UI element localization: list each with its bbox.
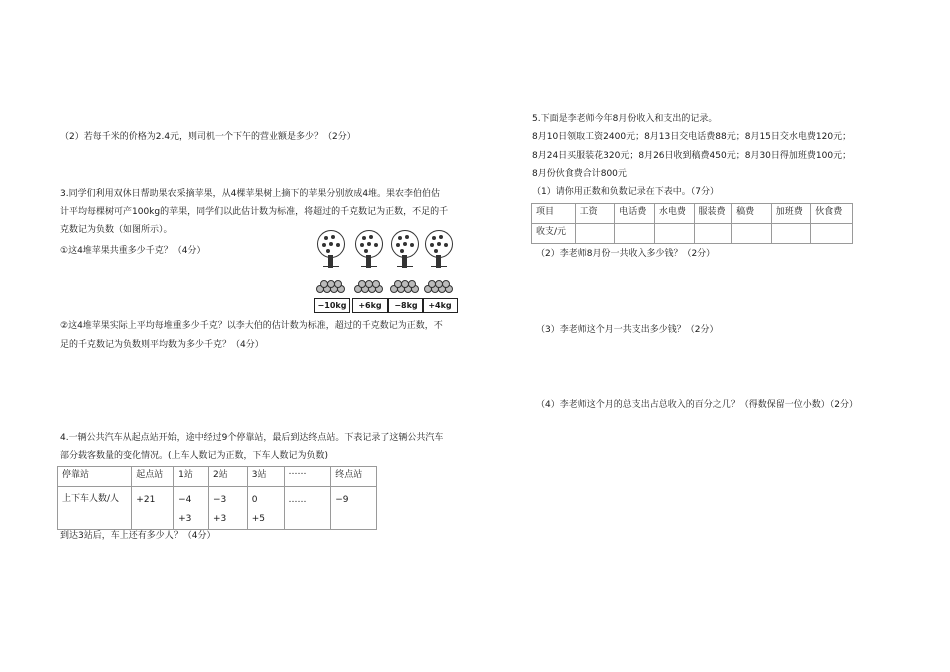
question-3-sub-1: ①这4堆苹果共重多少千克？（4分） (60, 246, 206, 256)
apple-trees-figure (312, 230, 462, 315)
table-header-cell: 终点站 (331, 467, 377, 487)
table-header-cell: 工资 (575, 204, 615, 224)
table-cell: +21 (132, 487, 174, 530)
table-header-cell: 电话费 (615, 204, 655, 224)
table-header-cell: 停靠站 (58, 467, 132, 487)
question-5-line-1: 5.下面是李老师今年8月份收入和支出的记录。 (532, 114, 718, 124)
apple-tree-icon (354, 230, 384, 270)
table-cell: 0 +5 (247, 487, 284, 530)
table-cell-empty[interactable] (654, 224, 694, 244)
table-header-cell: …… (284, 467, 331, 487)
bus-passenger-table (57, 466, 377, 530)
question-3-line-3: 克数记为负数（如图所示）。 (60, 225, 173, 235)
question-5-sub-3: （3）李老师这个月一共支出多少钱？（2分） (536, 325, 719, 335)
table-cell-empty[interactable] (575, 224, 615, 244)
question-3-sub-2-line-1: ②这4堆苹果实际上平均每堆重多少千克？以李大伯的估计数为标准，超过的千克数记为正数，不 (60, 321, 443, 331)
table-cell: …… (284, 487, 331, 530)
table-header-row (58, 467, 377, 487)
apple-pile-weight-tag: +6kg (352, 298, 388, 313)
question-5-line-2: 8月10日领取工资2400元；8月13日交电话费88元；8月15日交水电费120元； (532, 132, 852, 142)
question-5-sub-1: （1）请你用正数和负数记录在下表中。（7分） (532, 187, 719, 197)
apple-pile-icon (314, 280, 348, 292)
table-row-label: 收支/元 (532, 224, 576, 244)
table-cell: −4 +3 (174, 487, 209, 530)
table-row (532, 224, 853, 244)
question-4-line-2: 部分载客数量的变化情况。(上车人数记为正数，下车人数记为负数) (60, 451, 329, 461)
table-cell-empty[interactable] (811, 224, 853, 244)
table-header-cell: 加班费 (771, 204, 811, 224)
question-3-sub-2-line-2: 足的千克数记为负数则平均数为多少千克？（4分） (60, 340, 264, 350)
apple-pile-icon (422, 280, 456, 292)
question-5-sub-4: （4）李老师这个月的总支出占总收入的百分之几？（得数保留一位小数）（2分） (536, 400, 858, 410)
apple-tree-icon (316, 230, 346, 270)
table-row (58, 487, 377, 530)
income-expense-table (531, 203, 853, 244)
question-5-sub-2: （2）李老师8月份一共收入多少钱？（2分） (536, 249, 716, 259)
table-header-cell: 1站 (174, 467, 209, 487)
table-cell-empty[interactable] (732, 224, 772, 244)
table-cell: −3 +3 (208, 487, 247, 530)
table-cell-empty[interactable] (615, 224, 655, 244)
apple-pile-icon (388, 280, 422, 292)
question-5-line-3: 8月24日买服装花320元；8月26日收到稿费450元；8月30日得加班费100元； (532, 151, 852, 161)
table-cell-empty[interactable] (694, 224, 732, 244)
apple-pile-icon (352, 280, 386, 292)
apple-tree-icon (424, 230, 454, 270)
question-5-line-4: 8月份伙食费合计800元 (532, 169, 627, 179)
table-header-cell: 水电费 (654, 204, 694, 224)
apple-pile-weight-tag: −10kg (314, 298, 350, 313)
question-4-line-1: 4.一辆公共汽车从起点站开始，途中经过9个停靠站，最后到达终点站。下表记录了这辆公共汽车 (60, 433, 444, 443)
table-header-cell: 服装费 (694, 204, 732, 224)
table-header-row (532, 204, 853, 224)
table-header-cell: 2站 (208, 467, 247, 487)
table-header-cell: 伙食费 (811, 204, 853, 224)
question-4-question: 到达3站后，车上还有多少人？（4分） (60, 531, 216, 541)
table-header-cell: 项目 (532, 204, 576, 224)
table-row-label: 上下车人数/人 (58, 487, 132, 530)
table-cell: −9 (331, 487, 377, 530)
question-3-line-2: 计平均每棵树可产100kg的苹果，同学们以此估计数为标准，将超过的千克数记为正数，不足的千 (60, 207, 449, 217)
table-header-cell: 稿费 (732, 204, 772, 224)
apple-pile-weight-tag: −8kg (388, 298, 424, 313)
table-header-cell: 3站 (247, 467, 284, 487)
question-2-text: （2）若每千米的价格为2.4元，则司机一个下午的营业额是多少？（2分） (60, 132, 356, 142)
table-header-cell: 起点站 (132, 467, 174, 487)
table-cell-empty[interactable] (771, 224, 811, 244)
apple-pile-weight-tag: +4kg (422, 298, 458, 313)
apple-tree-icon (390, 230, 420, 270)
question-3-line-1: 3.同学们利用双休日帮助果农采摘苹果，从4棵苹果树上摘下的苹果分别放成4堆。果农李伯伯估 (60, 189, 441, 199)
